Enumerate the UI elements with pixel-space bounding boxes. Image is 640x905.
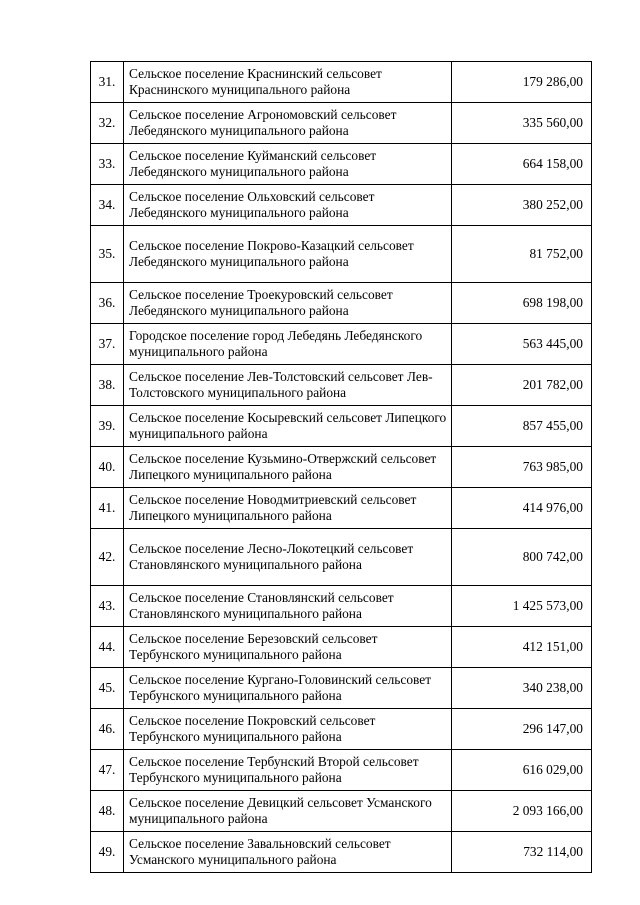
amount: 732 114,00 bbox=[452, 832, 592, 873]
row-number: 47. bbox=[91, 750, 124, 791]
settlement-name: Сельское поселение Девицкий сельсовет Усманского муниципального района bbox=[124, 791, 452, 832]
settlement-name: Сельское поселение Покровский сельсовет Тербунского муниципального района bbox=[124, 709, 452, 750]
row-number: 38. bbox=[91, 365, 124, 406]
table-row bbox=[91, 791, 592, 832]
settlement-name: Городское поселение город Лебедянь Лебедянского муниципального района bbox=[124, 324, 452, 365]
amount: 800 742,00 bbox=[452, 529, 592, 586]
table-row bbox=[91, 447, 592, 488]
settlement-name: Сельское поселение Краснинский сельсовет Краснинского муниципального района bbox=[124, 62, 452, 103]
table-row bbox=[91, 283, 592, 324]
settlement-name: Сельское поселение Новодмитриевский сельсовет Липецкого муниципального района bbox=[124, 488, 452, 529]
table-row bbox=[91, 406, 592, 447]
amount: 179 286,00 bbox=[452, 62, 592, 103]
settlement-name: Сельское поселение Березовский сельсовет Тербунского муниципального района bbox=[124, 627, 452, 668]
settlement-name: Сельское поселение Кузьмино-Отвержский сельсовет Липецкого муниципального района bbox=[124, 447, 452, 488]
row-number: 44. bbox=[91, 627, 124, 668]
amount: 616 029,00 bbox=[452, 750, 592, 791]
amount: 563 445,00 bbox=[452, 324, 592, 365]
settlement-name: Сельское поселение Покрово-Казацкий сельсовет Лебедянского муниципального района bbox=[124, 226, 452, 283]
row-number: 37. bbox=[91, 324, 124, 365]
table-row bbox=[91, 144, 592, 185]
table-row bbox=[91, 62, 592, 103]
amount: 201 782,00 bbox=[452, 365, 592, 406]
row-number: 49. bbox=[91, 832, 124, 873]
amount: 2 093 166,00 bbox=[452, 791, 592, 832]
row-number: 34. bbox=[91, 185, 124, 226]
amount: 296 147,00 bbox=[452, 709, 592, 750]
row-number: 41. bbox=[91, 488, 124, 529]
table-body bbox=[91, 62, 592, 873]
settlement-name: Сельское поселение Куйманский сельсовет Лебедянского муниципального района bbox=[124, 144, 452, 185]
amount: 664 158,00 bbox=[452, 144, 592, 185]
table-row bbox=[91, 586, 592, 627]
amount: 698 198,00 bbox=[452, 283, 592, 324]
row-number: 35. bbox=[91, 226, 124, 283]
settlement-name: Сельское поселение Лесно-Локотецкий сельсовет Становлянского муниципального района bbox=[124, 529, 452, 586]
amount: 763 985,00 bbox=[452, 447, 592, 488]
table-row bbox=[91, 324, 592, 365]
row-number: 45. bbox=[91, 668, 124, 709]
amount: 857 455,00 bbox=[452, 406, 592, 447]
table-row bbox=[91, 488, 592, 529]
settlement-name: Сельское поселение Лев-Толстовский сельсовет Лев-Толстовского муниципального района bbox=[124, 365, 452, 406]
row-number: 40. bbox=[91, 447, 124, 488]
row-number: 33. bbox=[91, 144, 124, 185]
table-row bbox=[91, 750, 592, 791]
row-number: 31. bbox=[91, 62, 124, 103]
amount: 340 238,00 bbox=[452, 668, 592, 709]
settlement-name: Сельское поселение Ольховский сельсовет Лебедянского муниципального района bbox=[124, 185, 452, 226]
settlement-name: Сельское поселение Завальновский сельсовет Усманского муниципального района bbox=[124, 832, 452, 873]
amount: 412 151,00 bbox=[452, 627, 592, 668]
settlement-name: Сельское поселение Косыревский сельсовет Липецкого муниципального района bbox=[124, 406, 452, 447]
table-row bbox=[91, 529, 592, 586]
row-number: 32. bbox=[91, 103, 124, 144]
settlement-name: Сельское поселение Становлянский сельсовет Становлянского муниципального района bbox=[124, 586, 452, 627]
settlement-name: Сельское поселение Агрономовский сельсовет Лебедянского муниципального района bbox=[124, 103, 452, 144]
row-number: 46. bbox=[91, 709, 124, 750]
settlement-name: Сельское поселение Троекуровский сельсовет Лебедянского муниципального района bbox=[124, 283, 452, 324]
row-number: 39. bbox=[91, 406, 124, 447]
row-number: 48. bbox=[91, 791, 124, 832]
settlement-name: Сельское поселение Кургано-Головинский сельсовет Тербунского муниципального района bbox=[124, 668, 452, 709]
row-number: 42. bbox=[91, 529, 124, 586]
table-row bbox=[91, 185, 592, 226]
row-number: 43. bbox=[91, 586, 124, 627]
amount: 414 976,00 bbox=[452, 488, 592, 529]
amount: 81 752,00 bbox=[452, 226, 592, 283]
amount: 335 560,00 bbox=[452, 103, 592, 144]
table-row bbox=[91, 226, 592, 283]
table-row bbox=[91, 709, 592, 750]
table-row bbox=[91, 365, 592, 406]
table-row bbox=[91, 103, 592, 144]
table-row bbox=[91, 668, 592, 709]
table-row bbox=[91, 627, 592, 668]
allocation-table bbox=[90, 61, 592, 873]
row-number: 36. bbox=[91, 283, 124, 324]
amount: 380 252,00 bbox=[452, 185, 592, 226]
settlement-name: Сельское поселение Тербунский Второй сельсовет Тербунского муниципального района bbox=[124, 750, 452, 791]
table-row bbox=[91, 832, 592, 873]
amount: 1 425 573,00 bbox=[452, 586, 592, 627]
